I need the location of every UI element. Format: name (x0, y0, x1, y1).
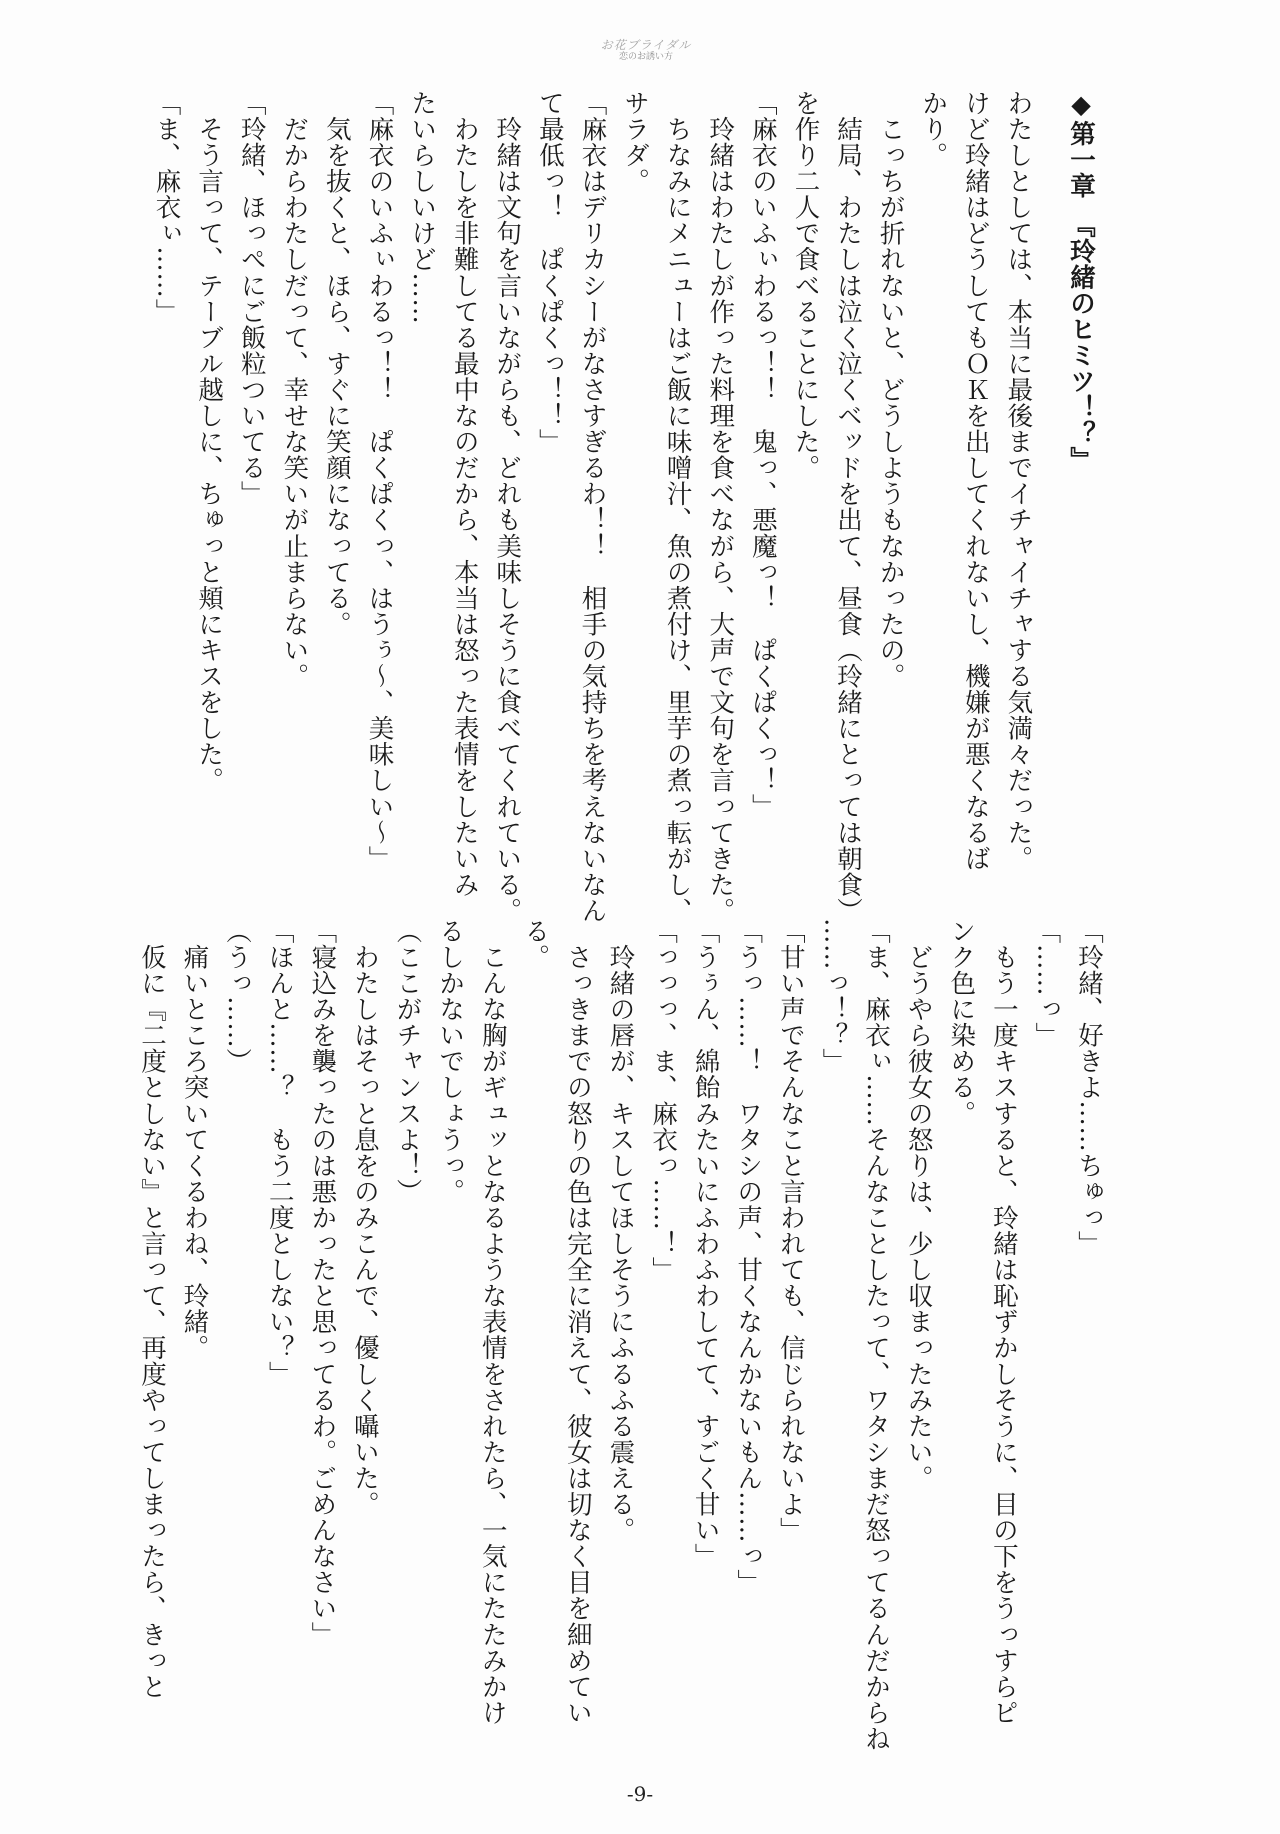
text-line: 「……っ」 (1031, 918, 1062, 1049)
text-line: こんな胸がギュッとなるような表情をされたら、一気にたたみかけ (477, 918, 508, 1726)
text-line: けど玲緒はどうしてもＯＫを出してくれないし、機嫌が悪くなるば (960, 90, 991, 872)
text-line: 「麻衣はデリカシーがなさすぎるわ！！ 相手の気持ちを考えないなん (577, 90, 608, 924)
text-line: 玲緒は文句を言いながらも、どれも美味しそうに食べてくれている。 (492, 90, 523, 924)
text-line: 「寝込みを襲ったのは悪かったと思ってるわ。ごめんなさい」 (307, 918, 338, 1648)
text-line: ンク色に染める。 (946, 918, 977, 1127)
text-line: だからわたしだって、幸せな笑いが止まらない。 (279, 90, 310, 690)
header-logo (600, 28, 692, 74)
text-line: かり。 (918, 90, 949, 169)
text-line: 「玲緒、ほっぺにご飯粒ついてる」 (236, 90, 267, 507)
logo-subtitle: 恋のお誘い方 (618, 51, 673, 62)
text-line: 「うぅん、綿飴みたいにふわふわしてて、すごく甘い」 (690, 918, 721, 1570)
text-line: どうやら彼女の怒りは、少し収まったみたい。 (903, 918, 934, 1492)
text-line: 痛いところ突いてくるわね、玲緒。 (179, 918, 210, 1361)
text-line: を作り二人で食べることにした。 (790, 90, 821, 481)
page-number: -9- (626, 1782, 654, 1806)
text-line: 「麻衣のいふぃわるっ！！ ぱくぱくっ、はうぅ～、美味しい～」 (364, 90, 395, 872)
text-line: 玲緒の唇が、キスしてほしそうにふるふる震える。 (605, 918, 636, 1544)
text-line: わたしはそっと息をのみこんで、優しく囁いた。 (349, 918, 380, 1518)
text-line: そう言って、テーブル越しに、ちゅっと頬にキスをした。 (194, 90, 225, 794)
text-line: る。 (520, 918, 551, 971)
text-line: （ここがチャンスよ！） (392, 918, 423, 1205)
text-line: 「うっ……！ ワタシの声、甘くなんかないもん……っ」 (733, 918, 764, 1596)
text-line: 「ま、麻衣ぃ……」 (151, 90, 182, 325)
text-line: もう一度キスすると、玲緒は恥ずかしそうに、目の下をうっすらピ (988, 918, 1019, 1726)
text-line: るしかないでしょうっ。 (435, 918, 466, 1205)
text-line: （うっ……） (222, 918, 253, 1075)
text-line: 結局、わたしは泣く泣くベッドを出て、昼食（玲緒にとっては朝食） (833, 90, 864, 924)
text-line: さっきまでの怒りの色は完全に消えて、彼女は切なく目を細めてい (562, 918, 593, 1726)
text-line: ちなみにメニューはご飯に味噌汁、魚の煮付け、里芋の煮っ転がし、 (662, 90, 693, 924)
text-line: 「麻衣のいふぃわるっ！！ 鬼っ、悪魔っ！ ぱくぱくっ！」 (747, 90, 778, 820)
text-line: わたしを非難してる最中なのだから、本当は怒った表情をしたいみ (449, 90, 480, 898)
text-line: こっちが折れないと、どうしようもなかったの。 (875, 90, 906, 690)
text-line: 「甘い声でそんなこと言われても、信じられないよ」 (775, 918, 806, 1544)
text-line: 仮に『二度としない』と言って、再度やってしまったら、きっと (136, 918, 167, 1700)
text-line: わたしとしては、本当に最後までイチャイチャする気満々だった。 (1003, 90, 1034, 872)
text-line: サラダ。 (620, 90, 651, 195)
text-line: 「玲緒、好きよ……ちゅっ」 (1074, 918, 1104, 1257)
text-line: ……っ！？」 (818, 918, 849, 1075)
text-line: 「っっっ、ま、麻衣っ……！」 (648, 918, 679, 1283)
logo-title: お花ブライダル (600, 38, 692, 53)
text-line: 「ほんと……？ もう二度としない？」 (264, 918, 295, 1387)
text-line: 「ま、麻衣ぃ……そんなことしたって、ワタシまだ怒ってるんだからね (861, 918, 892, 1752)
text-line: 玲緒はわたしが作った料理を食べながら、大声で文句を言ってきた。 (705, 90, 736, 924)
text-line: 気を抜くと、ほら、すぐに笑顔になってる。 (321, 90, 352, 638)
text-line: て最低っ！ ぱくぱくっ！！」 (534, 90, 565, 455)
chapter-title: ◆第一章 『玲緒のヒミツ！？』 (1066, 90, 1096, 473)
top-text-block (151, 90, 1102, 924)
bottom-text-block (136, 918, 1110, 1752)
text-line: たいらしいけど…… (407, 90, 438, 325)
